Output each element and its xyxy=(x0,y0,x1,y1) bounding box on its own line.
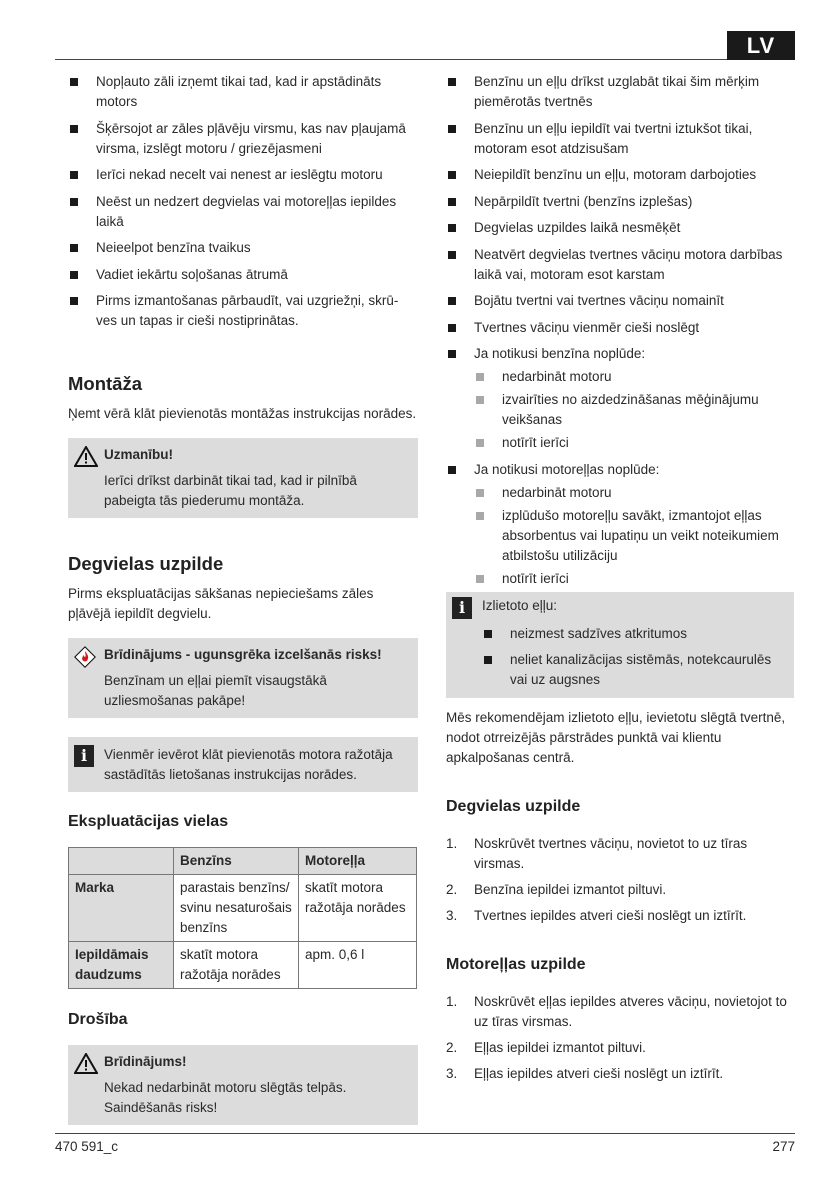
list-item: Neēst un nedzert degvielas vai motoreļļas iepildes laikā xyxy=(68,192,418,232)
list-item: Neatvērt degvielas tvertnes vāciņu motora darbības laikā vai, motoram esot karstam xyxy=(446,245,794,285)
warning-title: Brīdinājums! xyxy=(104,1054,187,1069)
sub-list-item: izvairīties no aizdedzināšanas mēģinājumu veikšanas xyxy=(474,390,794,430)
step-item: 2. Eļļas iepildei izmantot piltuvi. xyxy=(446,1040,646,1055)
sub-list xyxy=(474,367,794,453)
list-item: Šķērsojot ar zāles pļāvēju virsmu, kas nav pļaujamā virsma, izslēgt motoru / griezējasmeni xyxy=(68,119,418,159)
table-row xyxy=(69,875,417,942)
list-item: Tvertnes vāciņu vienmēr cieši noslēgt xyxy=(446,318,794,338)
step-item: 1. Noskrūvēt tvertnes vāciņu, novietot to uz tīras virsmas. xyxy=(446,836,748,871)
list-item: Benzīnu un eļļu iepildīt vai tvertni iztukšot tikai, motoram esot atdzisušam xyxy=(446,119,794,159)
top-rule xyxy=(55,59,795,60)
list-item: Neieelpot benzīna tvaikus xyxy=(68,238,418,258)
sub-list xyxy=(474,483,794,589)
sub-list-item: nedarbināt motoru xyxy=(474,483,794,503)
leak-oil-label: Ja notikusi motoreļļas noplūde: xyxy=(474,461,660,477)
list-item xyxy=(446,460,794,589)
document-code: 470 591_c xyxy=(55,1139,119,1154)
table-cell: skatīt motora ražotāja norādes xyxy=(299,875,417,942)
fire-warning-title: Brīdinājums - ugunsgrēka izcelšanās risks! xyxy=(104,647,382,662)
footer-rule xyxy=(55,1133,795,1134)
fire-hazard-icon xyxy=(74,646,96,674)
warning-text: Nekad nedarbināt motoru slēgtās telpās. Saindēšanās risks! xyxy=(104,1080,347,1115)
warning-triangle-icon xyxy=(74,1053,98,1080)
oil-fill-heading: Motoreļļas uzpilde xyxy=(446,956,586,973)
list-item: Degvielas uzpildes laikā nesmēķēt xyxy=(446,218,794,238)
info-text: Vienmēr ievērot klāt pievienotās motora ražotāja sastādītās lietošanas instrukcijas norādes. xyxy=(104,747,393,782)
recommendation-text: Mēs rekomendējam izlietoto eļļu, ievietotu slēgtā tvertnē, nodot otrreizējās pārstrādes punktā vai klientu apkalpošanas centrā. xyxy=(446,710,786,765)
fuel-safety-list xyxy=(446,72,794,589)
table-cell: skatīt motora ražotāja norādes xyxy=(174,942,299,989)
fire-warning-box xyxy=(68,638,418,719)
fuel-fill-steps xyxy=(446,834,794,926)
fuel-fill-heading: Degvielas uzpilde xyxy=(446,798,581,815)
warning-triangle-icon xyxy=(74,446,98,473)
right-column xyxy=(446,72,794,1090)
attention-title: Uzmanību! xyxy=(104,447,173,462)
attention-text: Ierīci drīkst darbināt tikai tad, kad ir pilnībā pabeigta tās piederumu montāža. xyxy=(104,473,357,508)
sub-list-item: nedarbināt motoru xyxy=(474,367,794,387)
used-oil-box xyxy=(446,592,794,700)
degvielas-text: Pirms ekspluatācijas sākšanas nepieciešams zāles pļāvējā iepildīt degvielu. xyxy=(68,586,374,621)
eksp-heading: Ekspluatācijas vielas xyxy=(68,813,229,830)
info-icon: i xyxy=(452,597,472,619)
table-corner-cell xyxy=(69,848,174,875)
table-cell: apm. 0,6 l xyxy=(299,942,417,989)
step-item: 2. Benzīna iepildei izmantot piltuvi. xyxy=(446,882,667,897)
degvielas-heading: Degvielas uzpilde xyxy=(68,553,224,574)
safety-list xyxy=(68,72,418,331)
table-row xyxy=(69,942,417,989)
list-item: Vadiet iekārtu soļošanas ātrumā xyxy=(68,265,418,285)
oil-fill-steps xyxy=(446,992,794,1084)
attention-box xyxy=(68,438,418,519)
list-item: neliet kanalizācijas sistēmās, notekcaurulēs vai uz augsnes xyxy=(482,650,784,690)
list-item: Nopļauto zāli izņemt tikai tad, kad ir apstādināts motors xyxy=(68,72,418,112)
table-row-label: Marka xyxy=(69,875,174,942)
used-oil-list xyxy=(482,624,784,691)
used-oil-title: Izlietoto eļļu: xyxy=(482,597,558,613)
list-item: Neiepildīt benzīnu un eļļu, motoram darbojoties xyxy=(446,165,794,185)
sub-list-item: notīrīt ierīci xyxy=(474,569,794,589)
table-cell: parastais benzīns/ svinu nesaturošais benzīns xyxy=(174,875,299,942)
language-tab: LV xyxy=(727,31,795,60)
sub-list-item: izplūdušo motoreļļu savākt, izmantojot eļļas absorbentus vai lupatiņu un veikt noteikumiem atbilstošu utilizāciju xyxy=(474,506,794,566)
list-item: Pirms izmantošanas pārbaudīt, vai uzgriežņi, skrū-ves un tapas ir cieši nostiprinātas. xyxy=(68,291,418,331)
list-item: Ierīci nekad necelt vai nenest ar ieslēgtu motoru xyxy=(68,165,418,185)
info-icon: i xyxy=(74,745,94,767)
montaza-text: Ņemt vērā klāt pievienotās montāžas instrukcijas norādes. xyxy=(68,406,417,421)
list-item: Nepārpildīt tvertni (benzīns izplešas) xyxy=(446,192,794,212)
montaza-heading: Montāža xyxy=(68,373,142,394)
table-row-label: Iepildāmais daudzums xyxy=(69,942,174,989)
page-number: 277 xyxy=(772,1139,795,1154)
sub-list-item: notīrīt ierīci xyxy=(474,433,794,453)
fire-warning-text: Benzīnam un eļļai piemīt visaugstākā uzliesmošanas pakāpe! xyxy=(104,673,327,708)
list-item xyxy=(446,344,794,453)
operating-materials-table xyxy=(68,847,417,989)
info-box xyxy=(68,737,418,793)
step-item: 3. Eļļas iepildes atveri cieši noslēgt un iztīrīt. xyxy=(446,1066,724,1081)
list-item: Bojātu tvertni vai tvertnes vāciņu nomainīt xyxy=(446,291,794,311)
table-header-motorella: Motoreļļa xyxy=(299,848,417,875)
list-item: neizmest sadzīves atkritumos xyxy=(482,624,784,644)
left-column xyxy=(68,72,418,1126)
drosiba-heading: Drošība xyxy=(68,1011,128,1028)
warning-box xyxy=(68,1045,418,1126)
list-item: Benzīnu un eļļu drīkst uzglabāt tikai šim mērķim piemērotās tvertnēs xyxy=(446,72,794,112)
step-item: 1. Noskrūvēt eļļas iepildes atveres vāciņu, novietojot to uz tīras virsmas. xyxy=(446,994,787,1029)
step-item: 3. Tvertnes iepildes atveri cieši noslēgt un iztīrīt. xyxy=(446,908,747,923)
table-header-benzins: Benzīns xyxy=(174,848,299,875)
leak-benzin-label: Ja notikusi benzīna noplūde: xyxy=(474,346,646,361)
table-row xyxy=(69,848,417,875)
